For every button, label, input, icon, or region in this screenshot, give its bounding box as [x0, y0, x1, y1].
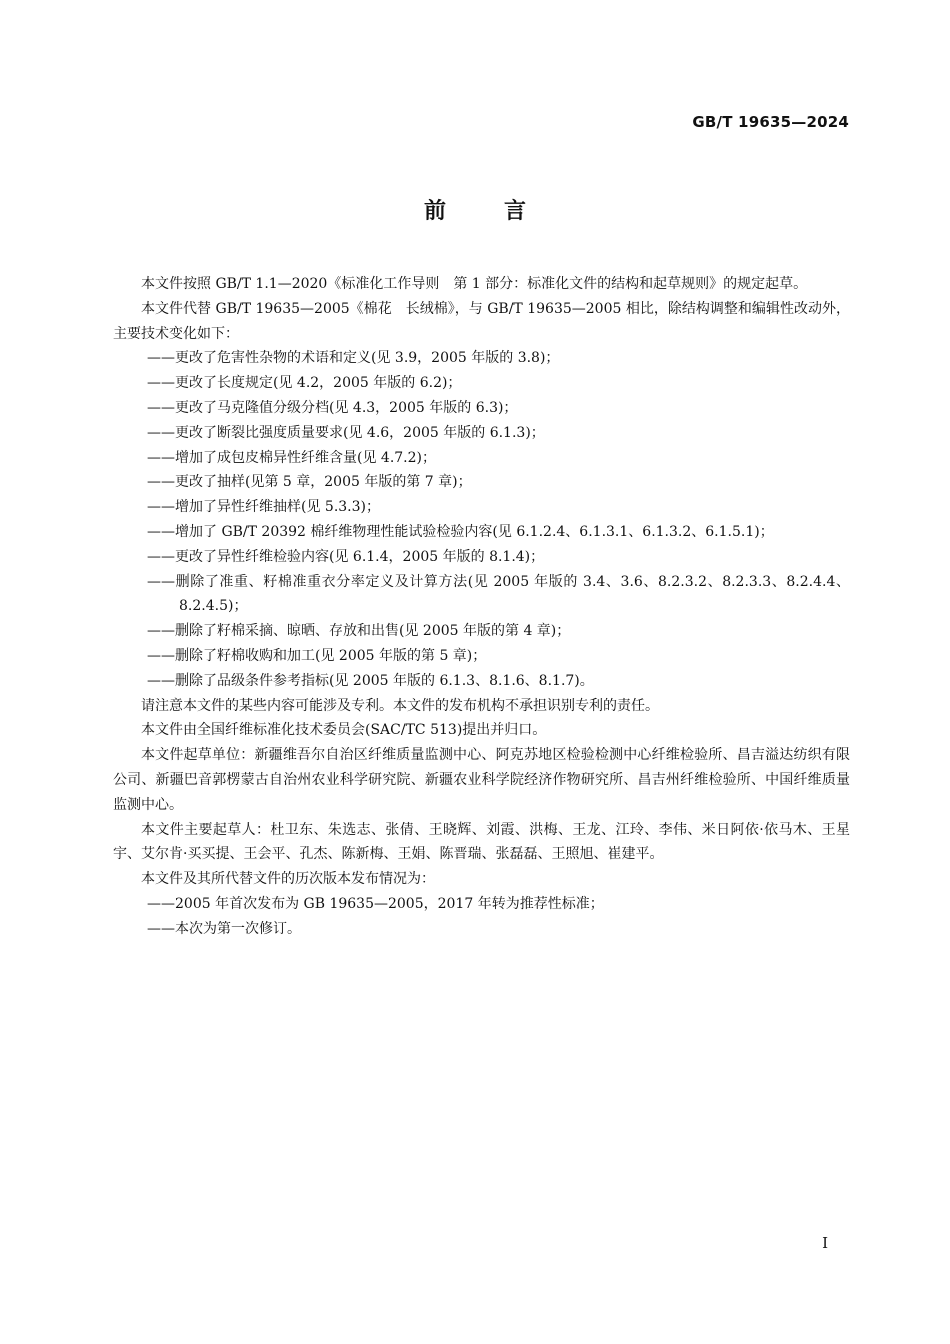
paragraph-replacement: 本文件代替 GB/T 19635—2005《棉花 长绒棉》，与 GB/T 19635—2005 相比，除结构调整和编辑性改动外，主要技术变化如下： [113, 300, 850, 342]
change-item: ——更改了长度规定(见 4.2，2005 年版的 6.2)； [147, 375, 462, 392]
change-item: ——增加了 GB/T 20392 棉纤维物理性能试验检验内容(见 6.1.2.4、6.1.3.1、6.1.3.2、6.1.5.1)； [147, 523, 774, 540]
change-item: ——删除了籽棉收购和加工(见 2005 年版的第 5 章)； [147, 647, 487, 664]
paragraph-history-intro: 本文件及其所代替文件的历次版本发布情况为： [141, 871, 435, 888]
history-item: ——2005 年首次发布为 GB 19635—2005，2017 年转为推荐性标准； [147, 895, 604, 912]
page-title: 前言 [423, 199, 584, 224]
change-item: ——删除了准重、籽棉准重衣分率定义及计算方法(见 2005 年版的 3.4、3.6、8.2.3.2、8.2.3.3、8.2.4.4、8.2.4.5)； [147, 573, 850, 615]
paragraph-proposer: 本文件由全国纤维标准化技术委员会(SAC/TC 513)提出并归口。 [141, 722, 547, 739]
change-item: ——更改了抽样(见第 5 章，2005 年版的第 7 章)； [147, 474, 472, 491]
paragraph-drafting-rules: 本文件按照 GB/T 1.1—2020《标准化工作导则 第 1 部分：标准化文件的结构和起草规则》的规定起草。 [141, 276, 808, 292]
page-number: I [822, 1234, 828, 1252]
paragraph-drafters: 本文件主要起草人：杜卫东、朱选志、张倩、王晓辉、刘霞、洪梅、王龙、江玲、李伟、米日阿依·依马木、王星宇、艾尔肯·买买提、王会平、孔杰、陈新梅、王娟、陈晋瑞、张磊磊、王照旭、崔建平。 [113, 821, 850, 863]
change-item: ——增加了成包皮棉异性纤维含量(见 4.7.2)； [147, 449, 436, 466]
change-item: ——更改了危害性杂物的术语和定义(见 3.9，2005 年版的 3.8)； [147, 350, 560, 367]
change-item: ——更改了马克隆值分级分档(见 4.3，2005 年版的 6.3)； [147, 399, 518, 416]
change-item: ——更改了断裂比强度质量要求(见 4.6，2005 年版的 6.1.3)； [147, 424, 545, 441]
change-item: ——删除了品级条件参考指标(见 2005 年版的 6.1.3、8.1.6、8.1.7)。 [147, 672, 594, 689]
change-item: ——删除了籽棉采摘、晾晒、存放和出售(见 2005 年版的第 4 章)； [147, 623, 571, 640]
standard-number: GB/T 19635—2024 [692, 113, 849, 131]
paragraph-patent-notice: 请注意本文件的某些内容可能涉及专利。本文件的发布机构不承担识别专利的责任。 [141, 697, 659, 714]
history-item: ——本次为第一次修订。 [147, 920, 301, 937]
document-body [113, 272, 850, 942]
change-item: ——增加了异性纤维抽样(见 5.3.3)； [147, 499, 380, 516]
change-item: ——更改了异性纤维检验内容(见 6.1.4，2005 年版的 8.1.4)； [147, 548, 545, 565]
paragraph-drafting-units: 本文件起草单位：新疆维吾尔自治区纤维质量监测中心、阿克苏地区检验检测中心纤维检验所、昌吉溢达纺织有限公司、新疆巴音郭楞蒙古自治州农业科学研究院、新疆农业科学院经济作物研究所、昌吉州纤维检验所、中国纤维质量监测中心。 [113, 747, 850, 813]
